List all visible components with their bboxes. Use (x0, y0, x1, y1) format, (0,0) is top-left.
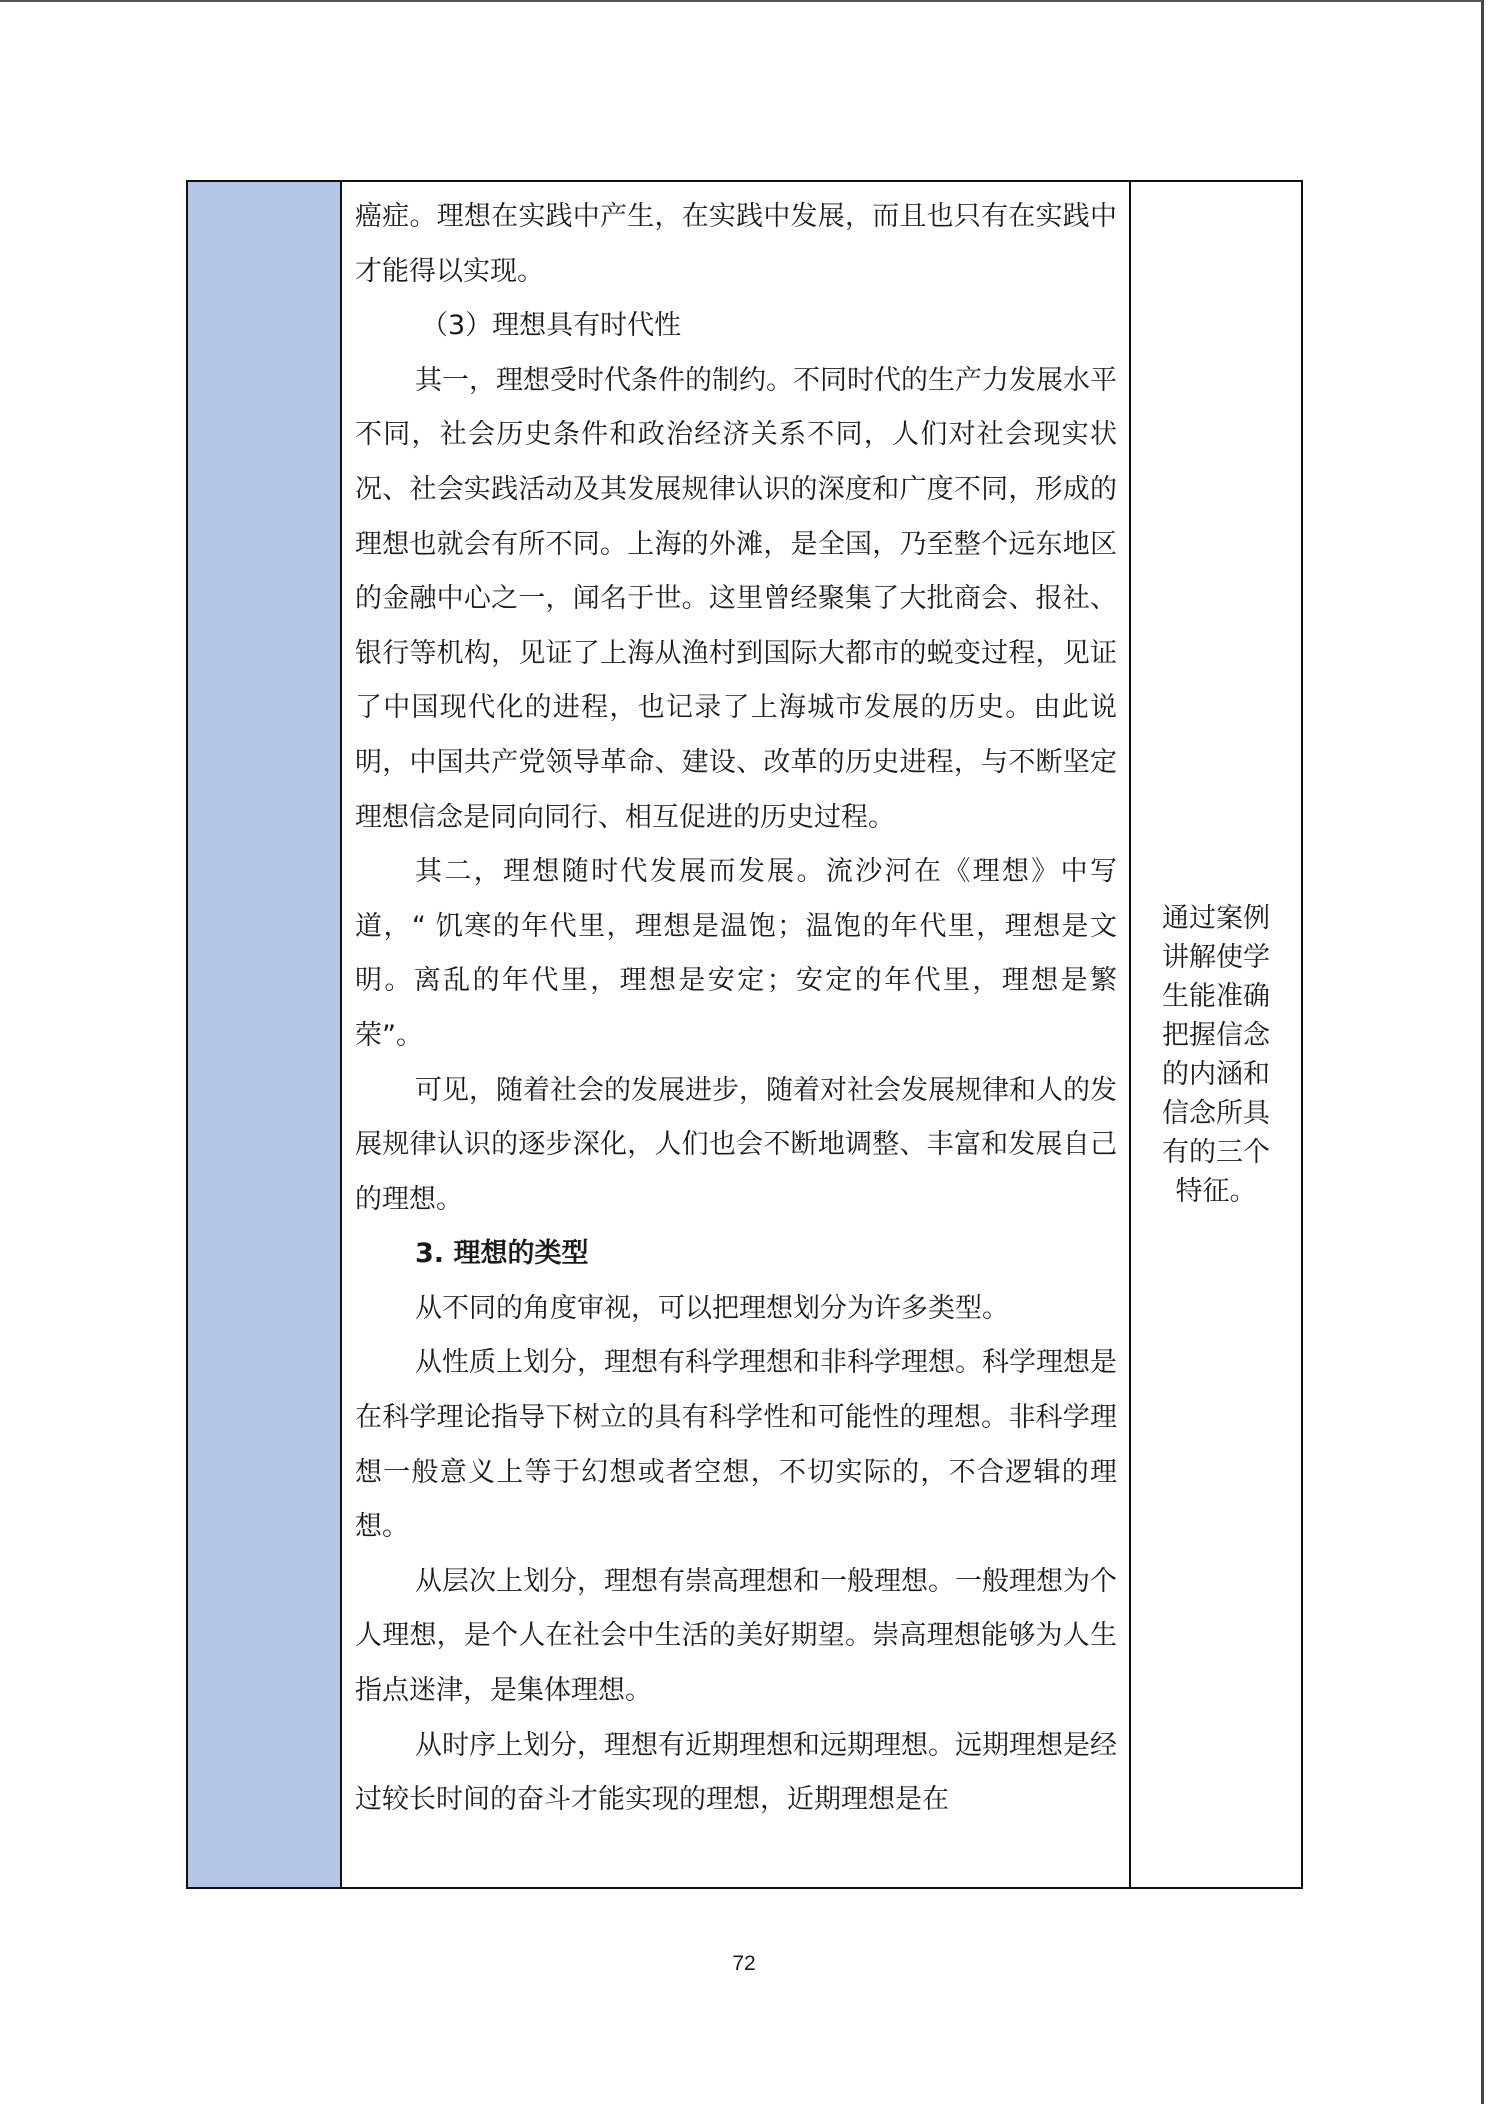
paragraph: 从不同的角度审视，可以把理想划分为许多类型。 (415, 1292, 1009, 1324)
subsection-title: （3）理想具有时代性 (421, 310, 682, 342)
paragraph: 从层次上划分，理想有崇高理想和一般理想。一般理想为个人理想，是个人在社会中生活的美好期望。崇高理想能够为人生指点迷津，是集体理想。 (355, 1565, 1117, 1707)
table-note-column (1131, 182, 1301, 1887)
table-left-column (188, 182, 342, 1887)
section-heading: 3. 理想的类型 (415, 1238, 589, 1270)
teaching-note: 通过案例讲解使学生能准确把握信念的内涵和信念所具有的三个特征。 (1162, 902, 1270, 1207)
paragraph: 可见，随着社会的发展进步，随着对社会发展规律和人的发展规律认识的逐步深化，人们也会不断地调整、丰富和发展自己的理想。 (355, 1074, 1117, 1215)
paragraph: 其一，理想受时代条件的制约。不同时代的生产力发展水平不同，社会历史条件和政治经济关系不同，人们对社会现实状况、社会实践活动及其发展规律认识的深度和广度不同，形成的理想也就会有所不同。上海的外滩，是全国，乃至整个远东地区的金融中心之一，闻名于世。这里曾经聚集了大批商会、报社、银行等机构，见证了上海从渔村到国际大都市的蜕变过程，见证了中国现代化的进程，也记录了上海城市发展的历史。由此说明，中国共产党领导革命、建设、改革的历史进程，与不断坚定理想信念是同向同行、相互促进的历史过程。 (355, 364, 1117, 833)
paragraph: 其二，理想随时代发展而发展。流沙河在《理想》中写道，“ 饥寒的年代里，理想是温饱；温饱的年代里，理想是文明。离乱的年代里，理想是安定；安定的年代里，理想是繁荣”。 (355, 856, 1117, 1051)
page-number: 72 (732, 1952, 756, 1975)
lesson-plan-table (186, 180, 1303, 1889)
paragraph: 癌症。理想在实践中产生，在实践中发展，而且也只有在实践中才能得以实现。 (355, 201, 1117, 287)
table-content-column (342, 182, 1131, 1887)
paragraph: 从时序上划分，理想有近期理想和远期理想。远期理想是经过较长时间的奋斗才能实现的理想，近期理想是在 (355, 1729, 1117, 1816)
paragraph: 从性质上划分，理想有科学理想和非科学理想。科学理想是在科学理论指导下树立的具有科学性和可能性的理想。非科学理想一般意义上等于幻想或者空想，不切实际的，不合逻辑的理想。 (355, 1347, 1117, 1543)
